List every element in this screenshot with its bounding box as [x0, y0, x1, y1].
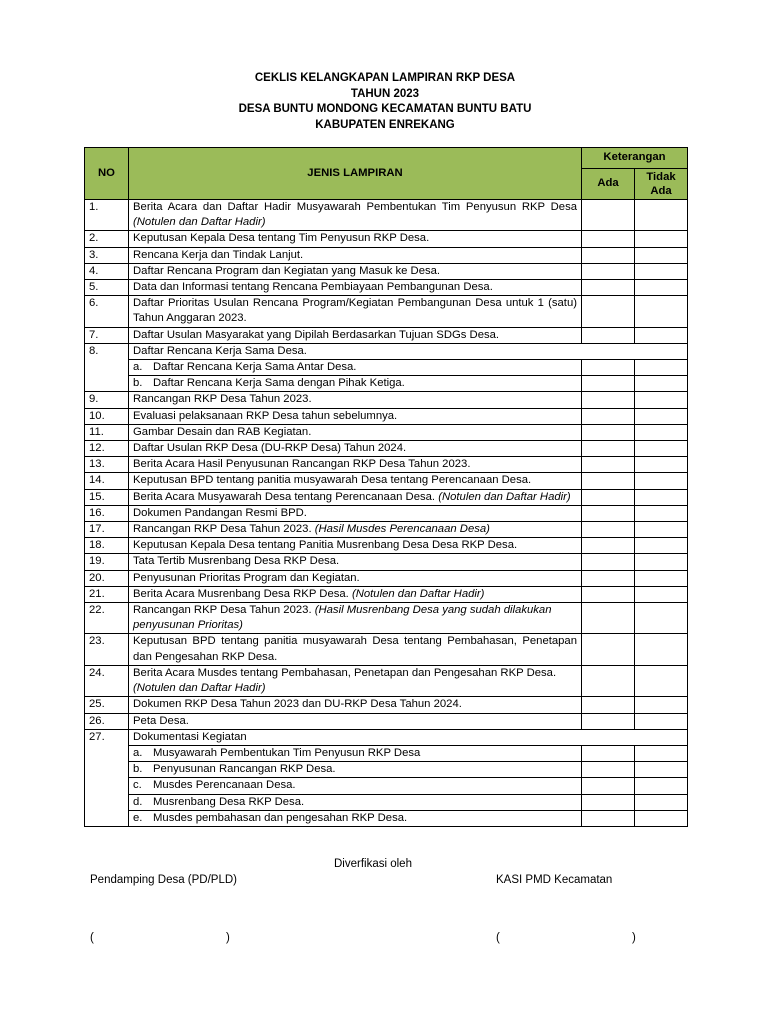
row-number: 10. [85, 408, 129, 424]
table-row [85, 424, 688, 440]
row-description: Berita Acara Musdes tentang Pembahasan, Penetapan dan Pengesahan RKP Desa. (Notulen dan Daftar Hadir) [129, 665, 582, 696]
table-row [85, 343, 688, 359]
tidak-ada-cell[interactable] [635, 489, 688, 505]
row-description: Keputusan BPD tentang panitia musyawarah Desa tentang Pembahasan, Penetapan dan Pengesahan RKP Desa. [129, 634, 582, 665]
tidak-ada-cell[interactable] [635, 263, 688, 279]
ada-cell[interactable] [582, 713, 635, 729]
table-row [85, 200, 688, 231]
tidak-ada-cell[interactable] [635, 810, 688, 826]
row-description: Rancangan RKP Desa Tahun 2023. [129, 392, 582, 408]
header-keterangan: Keterangan [582, 148, 688, 169]
row-number: 15. [85, 489, 129, 505]
tidak-ada-cell[interactable] [635, 522, 688, 538]
table-row [85, 505, 688, 521]
table-row [85, 794, 688, 810]
row-number: 8. [85, 343, 129, 392]
table-row [85, 489, 688, 505]
verified-by-label: Diverfikasi oleh [334, 858, 412, 870]
table-row [85, 778, 688, 794]
table-row [85, 729, 688, 745]
row-description: Rencana Kerja dan Tindak Lanjut. [129, 247, 582, 263]
ada-cell[interactable] [582, 360, 635, 376]
title-line-2: TAHUN 2023 [350, 87, 420, 100]
row-number: 17. [85, 522, 129, 538]
row-number: 19. [85, 554, 129, 570]
left-signature-open-paren: ( [90, 932, 94, 944]
ada-cell[interactable] [582, 603, 635, 634]
row-number: 25. [85, 697, 129, 713]
row-number: 1. [85, 200, 129, 231]
tidak-ada-cell[interactable] [635, 408, 688, 424]
table-row [85, 280, 688, 296]
row-number: 21. [85, 586, 129, 602]
ada-cell[interactable] [582, 296, 635, 327]
table-row [85, 745, 688, 761]
row-description: Tata Tertib Musrenbang Desa RKP Desa. [129, 554, 582, 570]
row-description: Berita Acara Musrenbang Desa RKP Desa. (Notulen dan Daftar Hadir) [129, 586, 582, 602]
ada-cell[interactable] [582, 376, 635, 392]
title-line-1: CEKLIS KELANGKAPAN LAMPIRAN RKP DESA [254, 72, 516, 84]
row-number: 2. [85, 231, 129, 247]
right-signature-open-paren: ( [496, 932, 500, 944]
row-number: 16. [85, 505, 129, 521]
ada-cell[interactable] [582, 247, 635, 263]
row-description: Daftar Rencana Kerja Sama Desa. [129, 343, 688, 359]
row-description: b. Penyusunan Rancangan RKP Desa. [129, 762, 582, 778]
row-description: Keputusan Kepala Desa tentang Panitia Musrenbang Desa Desa RKP Desa. [129, 538, 582, 554]
header-tidak-ada: Tidak Ada [635, 169, 688, 200]
row-number: 7. [85, 327, 129, 343]
tidak-ada-cell[interactable] [635, 778, 688, 794]
title-line-3: DESA BUNTU MONDONG KECAMATAN BUNTU BATU [238, 103, 532, 115]
document-title [84, 71, 686, 133]
row-number: 12. [85, 441, 129, 457]
row-description: Dokumentasi Kegiatan [129, 729, 688, 745]
table-row [85, 634, 688, 665]
ada-cell[interactable] [582, 457, 635, 473]
row-description: Dokumen Pandangan Resmi BPD. [129, 505, 582, 521]
table-row [85, 231, 688, 247]
tidak-ada-cell[interactable] [635, 280, 688, 296]
tidak-ada-cell[interactable] [635, 603, 688, 634]
header-ada: Ada [582, 169, 635, 200]
left-signature-close-paren: ) [226, 932, 230, 944]
table-row [85, 603, 688, 634]
row-description: Berita Acara Hasil Penyusunan Rancangan RKP Desa Tahun 2023. [129, 457, 582, 473]
ada-cell[interactable] [582, 473, 635, 489]
tidak-ada-cell[interactable] [635, 634, 688, 665]
row-description: Daftar Usulan RKP Desa (DU-RKP Desa) Tahun 2024. [129, 441, 582, 457]
ada-cell[interactable] [582, 505, 635, 521]
row-number: 5. [85, 280, 129, 296]
tidak-ada-cell[interactable] [635, 505, 688, 521]
row-number: 22. [85, 603, 129, 634]
tidak-ada-cell[interactable] [635, 296, 688, 327]
table-row [85, 296, 688, 327]
table-row [85, 457, 688, 473]
row-number: 24. [85, 665, 129, 696]
row-description: Berita Acara Musyawarah Desa tentang Perencanaan Desa. (Notulen dan Daftar Hadir) [129, 489, 582, 505]
row-description: d. Musrenbang Desa RKP Desa. [129, 794, 582, 810]
row-description: e. Musdes pembahasan dan pengesahan RKP Desa. [129, 810, 582, 826]
row-number: 26. [85, 713, 129, 729]
right-signature-close-paren: ) [632, 932, 636, 944]
tidak-ada-cell[interactable] [635, 570, 688, 586]
ada-cell[interactable] [582, 586, 635, 602]
tidak-ada-cell[interactable] [635, 794, 688, 810]
row-description: Berita Acara dan Daftar Hadir Musyawarah Pembentukan Tim Penyusun RKP Desa (Notulen dan Daftar Hadir) [129, 200, 582, 231]
table-row [85, 441, 688, 457]
tidak-ada-cell[interactable] [635, 441, 688, 457]
ada-cell[interactable] [582, 489, 635, 505]
row-description: Keputusan Kepala Desa tentang Tim Penyusun RKP Desa. [129, 231, 582, 247]
ada-cell[interactable] [582, 263, 635, 279]
header-no: NO [85, 148, 129, 200]
tidak-ada-cell[interactable] [635, 665, 688, 696]
row-description: Rancangan RKP Desa Tahun 2023. (Hasil Musrenbang Desa yang sudah dilakukan penyusunan Prioritas) [129, 603, 582, 634]
table-row [85, 473, 688, 489]
row-number: 11. [85, 424, 129, 440]
tidak-ada-cell[interactable] [635, 376, 688, 392]
row-description: Keputusan BPD tentang panitia musyawarah Desa tentang Perencanaan Desa. [129, 473, 582, 489]
row-description: c. Musdes Perencanaan Desa. [129, 778, 582, 794]
table-row [85, 570, 688, 586]
header-jenis-lampiran: JENIS LAMPIRAN [129, 148, 582, 200]
ada-cell[interactable] [582, 408, 635, 424]
row-number: 4. [85, 263, 129, 279]
row-description: Daftar Usulan Masyarakat yang Dipilah Berdasarkan Tujuan SDGs Desa. [129, 327, 582, 343]
table-row [85, 554, 688, 570]
table-row [85, 392, 688, 408]
table-row [85, 762, 688, 778]
table-row [85, 697, 688, 713]
ada-cell[interactable] [582, 554, 635, 570]
ada-cell[interactable] [582, 745, 635, 761]
row-number: 6. [85, 296, 129, 327]
table-row [85, 810, 688, 826]
tidak-ada-cell[interactable] [635, 697, 688, 713]
ada-cell[interactable] [582, 794, 635, 810]
tidak-ada-cell[interactable] [635, 745, 688, 761]
ada-cell[interactable] [582, 392, 635, 408]
row-description: Peta Desa. [129, 713, 582, 729]
table-row [85, 327, 688, 343]
tidak-ada-cell[interactable] [635, 713, 688, 729]
table-row [85, 263, 688, 279]
ada-cell[interactable] [582, 634, 635, 665]
row-number: 27. [85, 729, 129, 826]
row-description: Dokumen RKP Desa Tahun 2023 dan DU-RKP Desa Tahun 2024. [129, 697, 582, 713]
ada-cell[interactable] [582, 697, 635, 713]
ada-cell[interactable] [582, 570, 635, 586]
row-description: Daftar Prioritas Usulan Rencana Program/Kegiatan Pembangunan Desa untuk 1 (satu) Tahun Anggaran 2023. [129, 296, 582, 327]
ada-cell[interactable] [582, 522, 635, 538]
ada-cell[interactable] [582, 810, 635, 826]
ada-cell[interactable] [582, 280, 635, 296]
row-number: 20. [85, 570, 129, 586]
table-row [85, 665, 688, 696]
row-number: 13. [85, 457, 129, 473]
tidak-ada-cell[interactable] [635, 554, 688, 570]
tidak-ada-cell[interactable] [635, 392, 688, 408]
tidak-ada-cell[interactable] [635, 247, 688, 263]
ada-cell[interactable] [582, 762, 635, 778]
title-line-4: KABUPATEN ENREKANG [315, 118, 455, 131]
row-number: 23. [85, 634, 129, 665]
row-description: b. Daftar Rencana Kerja Sama dengan Pihak Ketiga. [129, 376, 582, 392]
checklist-table [84, 147, 688, 827]
table-row [85, 713, 688, 729]
table-row [85, 360, 688, 376]
ada-cell[interactable] [582, 200, 635, 231]
tidak-ada-cell[interactable] [635, 762, 688, 778]
left-signatory-role: Pendamping Desa (PD/PLD) [90, 874, 238, 886]
ada-cell[interactable] [582, 231, 635, 247]
row-description: Data dan Informasi tentang Rencana Pembiayaan Pembangunan Desa. [129, 280, 582, 296]
tidak-ada-cell[interactable] [635, 457, 688, 473]
tidak-ada-cell[interactable] [635, 200, 688, 231]
tidak-ada-cell[interactable] [635, 586, 688, 602]
tidak-ada-cell[interactable] [635, 327, 688, 343]
ada-cell[interactable] [582, 778, 635, 794]
table-row [85, 408, 688, 424]
tidak-ada-cell[interactable] [635, 360, 688, 376]
row-description: Gambar Desain dan RAB Kegiatan. [129, 424, 582, 440]
ada-cell[interactable] [582, 441, 635, 457]
row-description: a. Musyawarah Pembentukan Tim Penyusun RKP Desa [129, 745, 582, 761]
table-row [85, 247, 688, 263]
ada-cell[interactable] [582, 665, 635, 696]
ada-cell[interactable] [582, 538, 635, 554]
row-number: 14. [85, 473, 129, 489]
row-number: 9. [85, 392, 129, 408]
row-description: Evaluasi pelaksanaan RKP Desa tahun sebelumnya. [129, 408, 582, 424]
row-number: 3. [85, 247, 129, 263]
tidak-ada-cell[interactable] [635, 538, 688, 554]
row-description: Rancangan RKP Desa Tahun 2023. (Hasil Musdes Perencanaan Desa) [129, 522, 582, 538]
row-number: 18. [85, 538, 129, 554]
tidak-ada-cell[interactable] [635, 424, 688, 440]
tidak-ada-cell[interactable] [635, 473, 688, 489]
tidak-ada-cell[interactable] [635, 231, 688, 247]
table-row [85, 538, 688, 554]
ada-cell[interactable] [582, 327, 635, 343]
table-row [85, 376, 688, 392]
table-row [85, 586, 688, 602]
table-row [85, 522, 688, 538]
ada-cell[interactable] [582, 424, 635, 440]
row-description: Penyusunan Prioritas Program dan Kegiatan. [129, 570, 582, 586]
row-description: a. Daftar Rencana Kerja Sama Antar Desa. [129, 360, 582, 376]
right-signatory-role: KASI PMD Kecamatan [496, 874, 613, 886]
row-description: Daftar Rencana Program dan Kegiatan yang Masuk ke Desa. [129, 263, 582, 279]
